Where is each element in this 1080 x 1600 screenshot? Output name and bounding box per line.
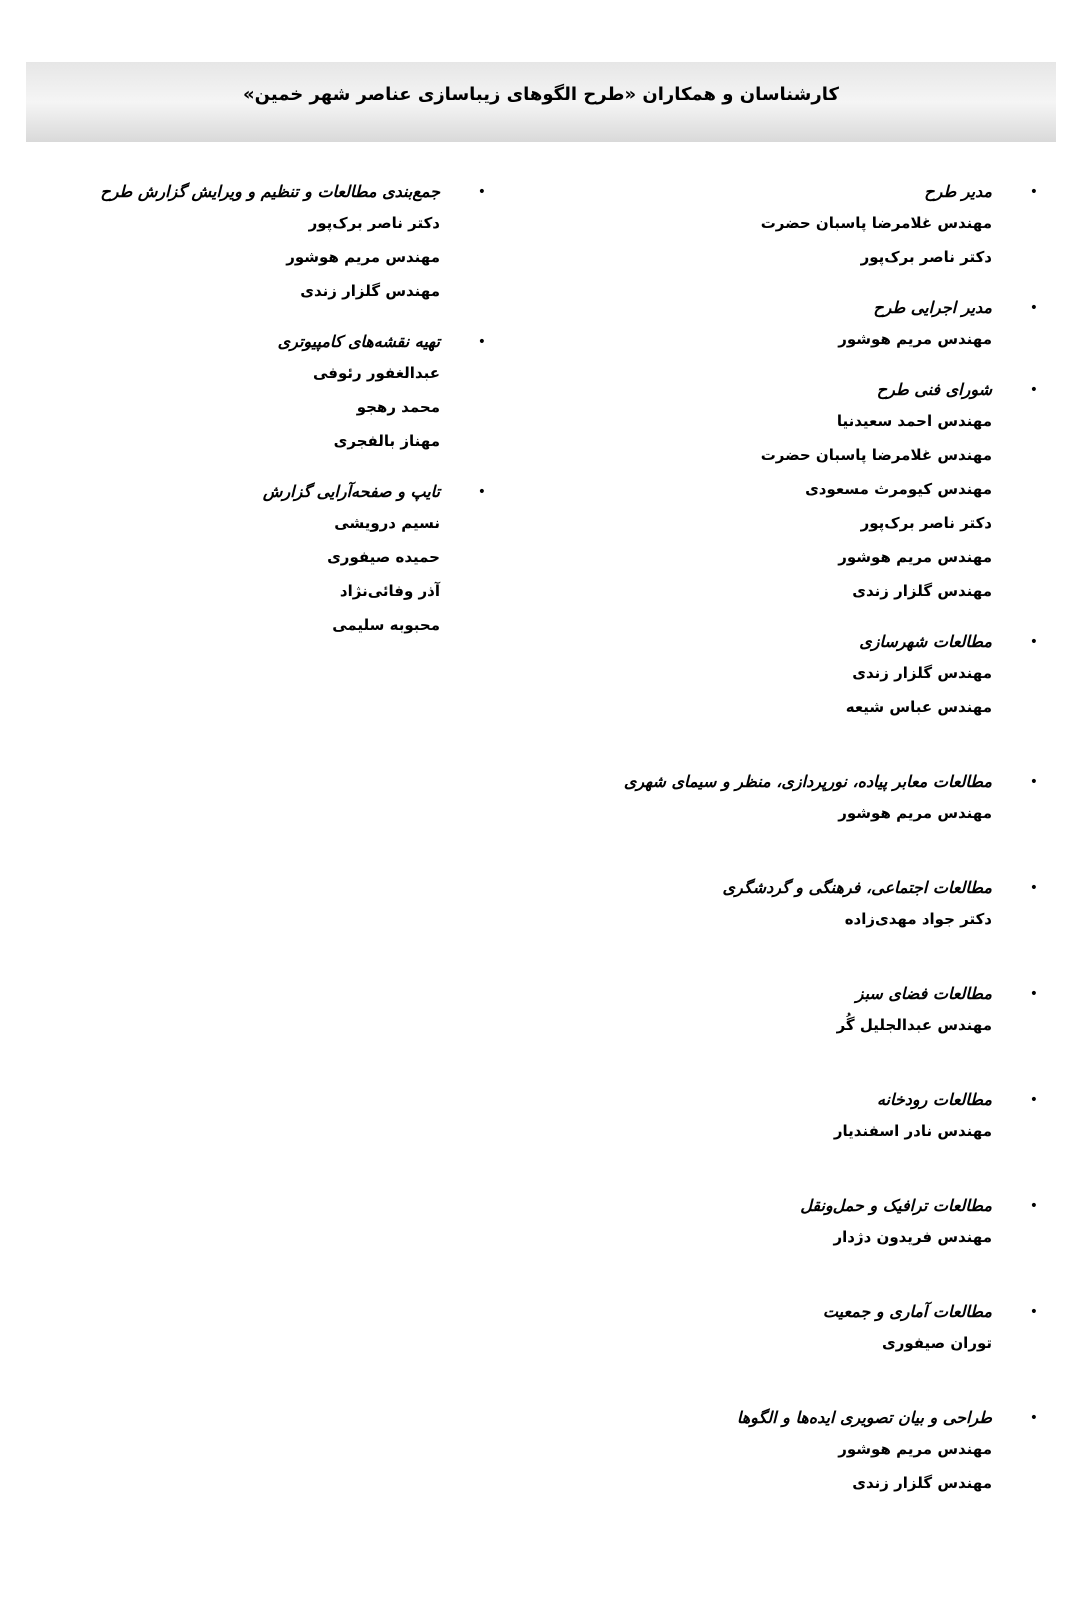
section-heading: شورای فنی طرح xyxy=(876,380,992,399)
member-name: دکتر ناصر برک‌پور xyxy=(860,514,992,532)
member-list xyxy=(16,206,440,308)
member-list xyxy=(518,656,992,724)
team-section xyxy=(518,980,1038,1042)
bullet-icon: • xyxy=(1029,184,1038,200)
bullet-icon: • xyxy=(1029,986,1038,1002)
team-section xyxy=(518,628,1038,724)
team-section xyxy=(518,178,1038,274)
member-name: محبوبه سلیمی xyxy=(332,616,440,634)
member-name: مهندس مریم هوشور xyxy=(838,548,992,566)
member-name: مهندس عبدالجلیل گُر xyxy=(836,1016,992,1034)
bullet-icon: • xyxy=(1029,300,1038,316)
section-heading: طراحی و بیان تصویری ایده‌ها و الگوها xyxy=(736,1408,992,1427)
member-name: مهندس گلزار زندی xyxy=(852,664,992,682)
bullet-icon: • xyxy=(477,484,486,500)
member-list xyxy=(518,322,992,356)
section-heading: مطالعات آماری و جمعیت xyxy=(822,1302,992,1321)
member-name: نسیم درویشی xyxy=(334,514,440,532)
member-name: مهندس مریم هوشور xyxy=(838,1440,992,1458)
team-section xyxy=(518,768,1038,830)
member-name: مهندس گلزار زندی xyxy=(852,582,992,600)
section-heading: مطالعات فضای سبز xyxy=(855,984,992,1003)
member-name: مهندس غلامرضا پاسبان حضرت xyxy=(760,446,992,464)
member-name: مهندس عباس شیعه xyxy=(845,698,992,716)
member-name: مهندس احمد سعیدنیا xyxy=(836,412,992,430)
member-name: دکتر ناصر برک‌پور xyxy=(308,214,440,232)
team-section xyxy=(518,1298,1038,1360)
team-section xyxy=(518,376,1038,608)
member-name: توران صیفوری xyxy=(881,1334,992,1352)
member-name: دکتر ناصر برک‌پور xyxy=(860,248,992,266)
member-name: عبدالغفور رئوفی xyxy=(312,364,440,382)
left-column xyxy=(16,178,486,662)
bullet-icon: • xyxy=(1029,774,1038,790)
section-heading: مطالعات معابر پیاده، نورپردازی، منظر و سیمای شهری xyxy=(623,772,992,791)
bullet-icon: • xyxy=(1029,1304,1038,1320)
member-name: مهندس مریم هوشور xyxy=(838,804,992,822)
bullet-icon: • xyxy=(1029,1092,1038,1108)
team-section xyxy=(518,1086,1038,1148)
team-section xyxy=(518,1404,1038,1500)
member-list xyxy=(518,796,992,830)
section-heading: مدیر اجرایی طرح xyxy=(873,298,992,317)
member-name: مهندس نادر اسفندیار xyxy=(833,1122,992,1140)
title-banner xyxy=(26,62,1056,142)
member-list xyxy=(518,404,992,608)
section-heading: تهیه نقشه‌های کامپیوتری xyxy=(277,332,440,351)
section-heading: تایپ و صفحه‌آرایی گزارش xyxy=(262,482,440,501)
member-name: مهندس گلزار زندی xyxy=(852,1474,992,1492)
section-heading: جمع‌بندی مطالعات و تنظیم و ویرایش گزارش طرح xyxy=(100,182,440,201)
member-name: محمد رهجو xyxy=(356,398,440,416)
member-list xyxy=(16,506,440,642)
member-name: مهندس مریم هوشور xyxy=(838,330,992,348)
bullet-icon: • xyxy=(477,184,486,200)
team-section xyxy=(16,478,486,642)
member-name: مهندس غلامرضا پاسبان حضرت xyxy=(760,214,992,232)
member-name: دکتر جواد مهدی‌زاده xyxy=(844,910,992,928)
bullet-icon: • xyxy=(1029,634,1038,650)
member-list xyxy=(518,206,992,274)
page-title: کارشناسان و همکاران «طرح الگوهای زیباسازی عناصر شهر خمین» xyxy=(243,84,839,105)
bullet-icon: • xyxy=(477,334,486,350)
member-list xyxy=(16,356,440,458)
bullet-icon: • xyxy=(1029,880,1038,896)
section-heading: مطالعات شهرسازی xyxy=(859,632,992,651)
member-list xyxy=(518,1326,992,1360)
member-name: حمیده صیفوری xyxy=(327,548,440,566)
member-name: مهندس فریدون دژدار xyxy=(833,1228,992,1246)
right-column xyxy=(518,178,1038,1520)
team-section xyxy=(518,874,1038,936)
member-name: مهندس کیومرث مسعودی xyxy=(805,480,992,498)
member-list xyxy=(518,1114,992,1148)
member-name: آذر وفائی‌نژاد xyxy=(339,582,440,600)
bullet-icon: • xyxy=(1029,1410,1038,1426)
member-name: مهندس گلزار زندی xyxy=(300,282,440,300)
member-list xyxy=(518,1220,992,1254)
member-list xyxy=(518,1432,992,1500)
section-heading: مطالعات رودخانه xyxy=(876,1090,992,1109)
team-section xyxy=(518,1192,1038,1254)
bullet-icon: • xyxy=(1029,1198,1038,1214)
team-section xyxy=(16,328,486,458)
section-heading: مطالعات ترافیک و حمل‌ونقل xyxy=(800,1196,992,1215)
team-section xyxy=(518,294,1038,356)
section-heading: مدیر طرح xyxy=(924,182,992,201)
member-list xyxy=(518,1008,992,1042)
section-heading: مطالعات اجتماعی، فرهنگی و گردشگری xyxy=(722,878,992,897)
team-section xyxy=(16,178,486,308)
member-list xyxy=(518,902,992,936)
member-name: مهناز بالفجری xyxy=(333,432,440,450)
member-name: مهندس مریم هوشور xyxy=(286,248,440,266)
bullet-icon: • xyxy=(1029,382,1038,398)
